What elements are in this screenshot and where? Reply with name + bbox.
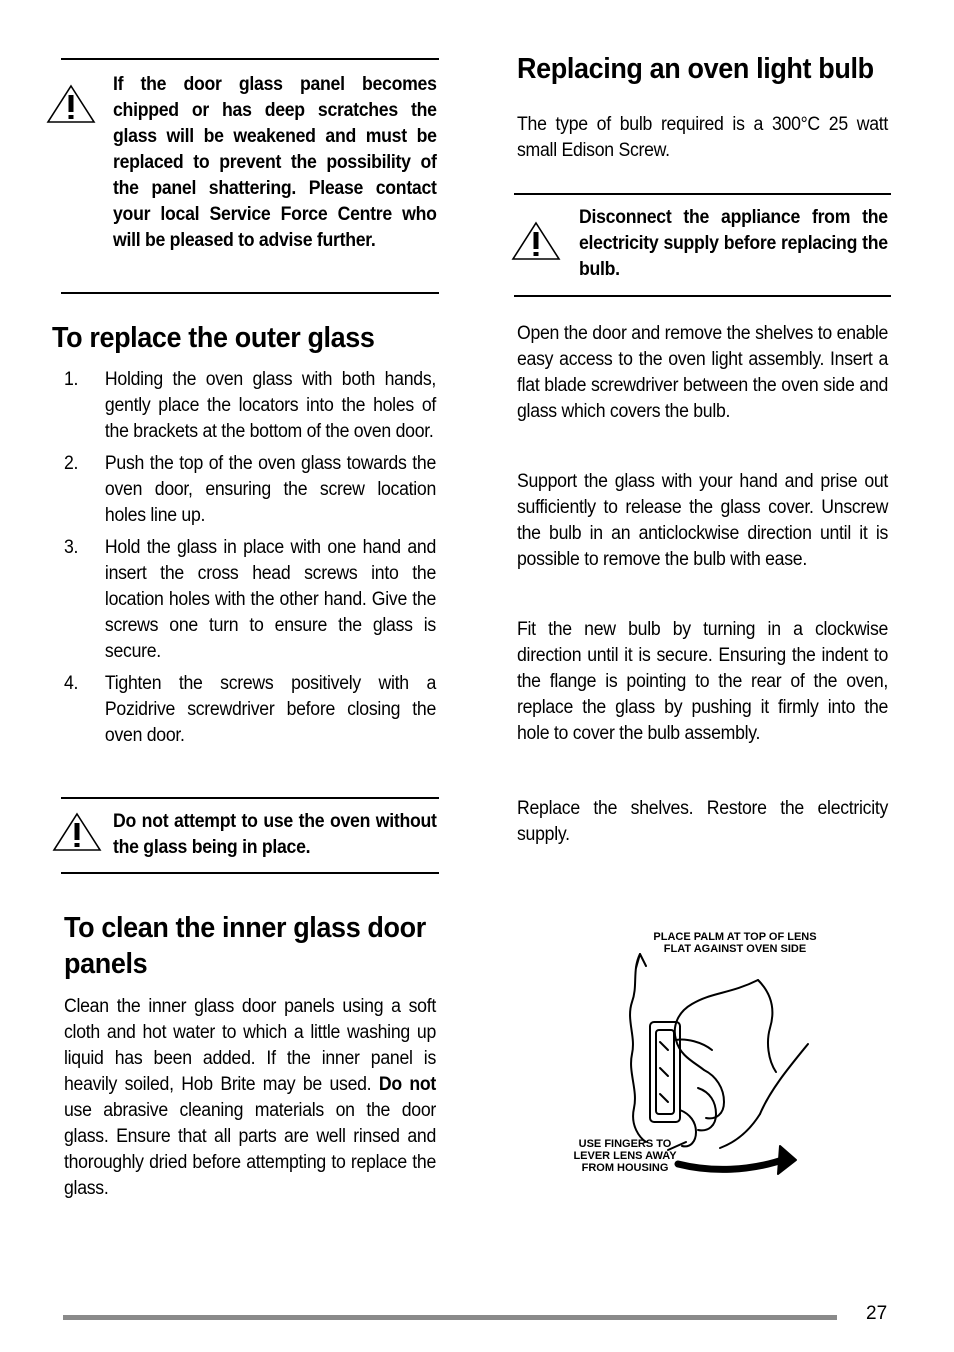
step-number: 2. [64, 453, 79, 474]
hand-lens-illustration [620, 950, 820, 1195]
step-text: Holding the oven glass with both hands, gently place the locators into the holes of the brackets at the bottom of the oven door. [104, 369, 437, 442]
callout-line: PLACE PALM AT TOP OF LENS [653, 931, 817, 943]
callout-line: LEVER LENS AWAY [573, 1150, 677, 1162]
divider [61, 872, 439, 874]
warning-triangle-icon [52, 812, 102, 852]
divider [61, 292, 439, 294]
callout-line: FLAT AGAINST OVEN SIDE [663, 943, 807, 955]
warning-text: If the door glass panel becomes chipped or has deep scratches the glass will be weakened and must be replaced to prevent the possibility of the panel shattering. Please contact your local Service Force Centre who will be pleased to advise further. [113, 74, 437, 251]
divider [514, 295, 891, 297]
divider [61, 58, 439, 60]
paragraph-text: use abrasive cleaning materials on the door glass. Ensure that all parts are well rinsed and thoroughly dried before attempting to replace the glass. [64, 1100, 436, 1199]
step-text: Hold the glass in place with one hand and insert the cross head screws into the location holes with the other hand. Give the screws one turn to ensure the glass is secure. [104, 537, 437, 662]
divider [514, 193, 891, 195]
paragraph: Fit the new bulb by turning in a clockwise direction until it is secure. Ensuring the indent to the flange is pointing to the rear of the oven, replace the glass by pushing it firmly into the hole to cover the bulb assembly. [517, 619, 889, 744]
step-number: 4. [64, 673, 79, 694]
divider [61, 797, 439, 799]
paragraph: Replace the shelves. Restore the electricity supply. [517, 798, 889, 845]
warning-triangle-icon [46, 84, 96, 124]
paragraph: The type of bulb required is a 300°C 25 watt small Edison Screw. [517, 114, 889, 161]
page-number: 27 [866, 1303, 888, 1324]
warning-text: Do not attempt to use the oven without the glass being in place. [113, 811, 437, 858]
warning-text: Disconnect the appliance from the electricity supply before replacing the bulb. [579, 207, 888, 280]
warning-triangle-icon [511, 221, 561, 261]
paragraph-text: Clean the inner glass door panels using a soft cloth and hot water to which a little washing up liquid has been added. If the inner panel is heavily soiled, Hob Brite may be used. [64, 996, 436, 1095]
paragraph: Support the glass with your hand and prise out sufficiently to release the glass cover. Unscrew the bulb in an anticlockwise direction until it is possible to remove the bulb with ease. [517, 471, 889, 570]
step-number: 3. [64, 537, 79, 558]
paragraph [64, 994, 436, 1202]
list-item [64, 451, 436, 529]
emphasis-text: Do not [378, 1074, 436, 1095]
section-heading: To clean the inner glass door panels [64, 912, 426, 980]
step-text: Push the top of the oven glass towards the oven door, ensuring the screw location holes line up. [104, 453, 437, 526]
steps-list [64, 367, 436, 755]
callout-line: USE FINGERS TO [578, 1138, 672, 1150]
step-number: 1. [64, 369, 79, 390]
list-item [64, 535, 436, 665]
footer-bar [63, 1315, 837, 1320]
list-item [64, 367, 436, 445]
step-text: Tighten the screws positively with a Pozidrive screwdriver before closing the oven door. [104, 673, 437, 746]
section-heading: To replace the outer glass [52, 322, 375, 354]
section-heading: Replacing an oven light bulb [517, 53, 874, 85]
paragraph: Open the door and remove the shelves to enable easy access to the oven light assembly. Insert a flat blade screwdriver between the oven side and glass which covers the bulb. [517, 323, 889, 422]
list-item [64, 671, 436, 749]
callout-line: FROM HOUSING [581, 1162, 669, 1174]
